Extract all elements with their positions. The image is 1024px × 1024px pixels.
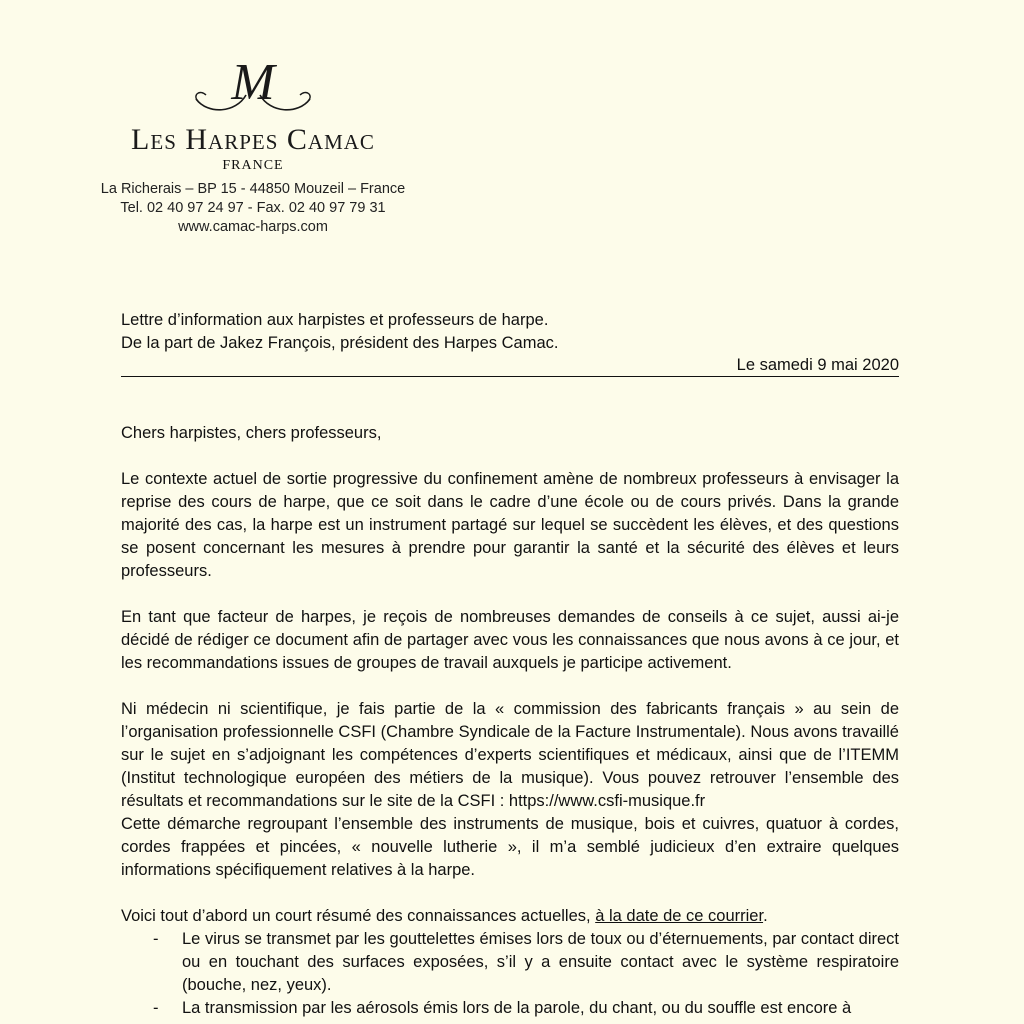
bullet-dash: - (153, 999, 159, 1017)
paragraph-3: Ni médecin ni scientifique, je fais partie de la « commission des fabricants français » au sein de l’organisation professionnelle CSFI (Chambre Syndicale de la Facture Instrumentale). Nous avons travaillé sur le sujet en s’adjoignant les compétences d’experts scientifiques et médicaux, ainsi que de l’ITEMM (Institut technologique européen des métiers de la musique). Vous pouvez retrouver l’ensemble des résultats et recommandations sur le site de la CSFI : https://www.csfi-musique.fr (121, 700, 899, 810)
header-line-2: De la part de Jakez François, président des Harpes Camac. (121, 334, 559, 352)
website-link[interactable]: www.camac-harps.com (178, 219, 328, 235)
header-line-1: Lettre d’information aux harpistes et professeurs de harpe. (121, 311, 549, 329)
list-item: - Le virus se transmet par les gouttelettes émises lors de toux ou d’éternuements, par contact direct ou en touchant des surfaces exposées, s’il y a ensuite contact avec le système respiratoire (bouche, nez, yeux). (153, 930, 899, 994)
monogram-letter: M (231, 55, 275, 111)
greeting: Chers harpistes, chers professeurs, (121, 424, 382, 442)
company-name: Les Harpes Camac (131, 123, 375, 156)
letter-date: Le samedi 9 mai 2020 (121, 354, 899, 377)
summary-underlined: à la date de ce courrier (595, 907, 764, 925)
list-item: - La transmission par les aérosols émis lors de la parole, du chant, ou du souffle est encore à (121, 997, 899, 1020)
phone-line: Tel. 02 40 97 24 97 - Fax. 02 40 97 79 31 (120, 200, 386, 216)
paragraph-2: En tant que facteur de harpes, je reçois de nombreuses demandes de conseils à ce sujet, aussi ai-je décidé de rédiger ce document afin de partager avec vous les connaissances que nous avons à ce jour, et les recommandations issues de groupes de travail auxquels je participe activement. (121, 608, 899, 672)
bullet-dash: - (153, 930, 159, 948)
company-country: FRANCE (222, 158, 284, 173)
letter-body (121, 422, 899, 1020)
letterhead-logo (88, 55, 418, 175)
company-address-block (88, 180, 418, 237)
paragraph-4: Cette démarche regroupant l’ensemble des instruments de musique, bois et cuivres, quatuor à cordes, cordes frappées et pincées, « nouvelle lutherie », il m’a semblé judicieux d’en extraire quelques informations spécifiquement relatives à la harpe. (121, 815, 899, 879)
bullet-list (121, 928, 899, 1020)
summary-intro: Voici tout d’abord un court résumé des connaissances actuelles, à la date de ce courrier. (121, 907, 768, 925)
address-line: La Richerais – BP 15 - 44850 Mouzeil – France (100, 181, 406, 197)
letter-header (121, 309, 899, 355)
camac-monogram-icon (188, 55, 318, 117)
paragraph-1: Le contexte actuel de sortie progressive du confinement amène de nombreux professeurs à envisager la reprise des cours de harpe, que ce soit dans le cadre d’une école ou de cours privés. Dans la grande majorité des cas, la harpe est un instrument partagé sur lequel se succèdent les élèves, et des questions se posent concernant les mesures à prendre pour garantir la santé et la sécurité des élèves et leurs professeurs. (121, 470, 899, 580)
